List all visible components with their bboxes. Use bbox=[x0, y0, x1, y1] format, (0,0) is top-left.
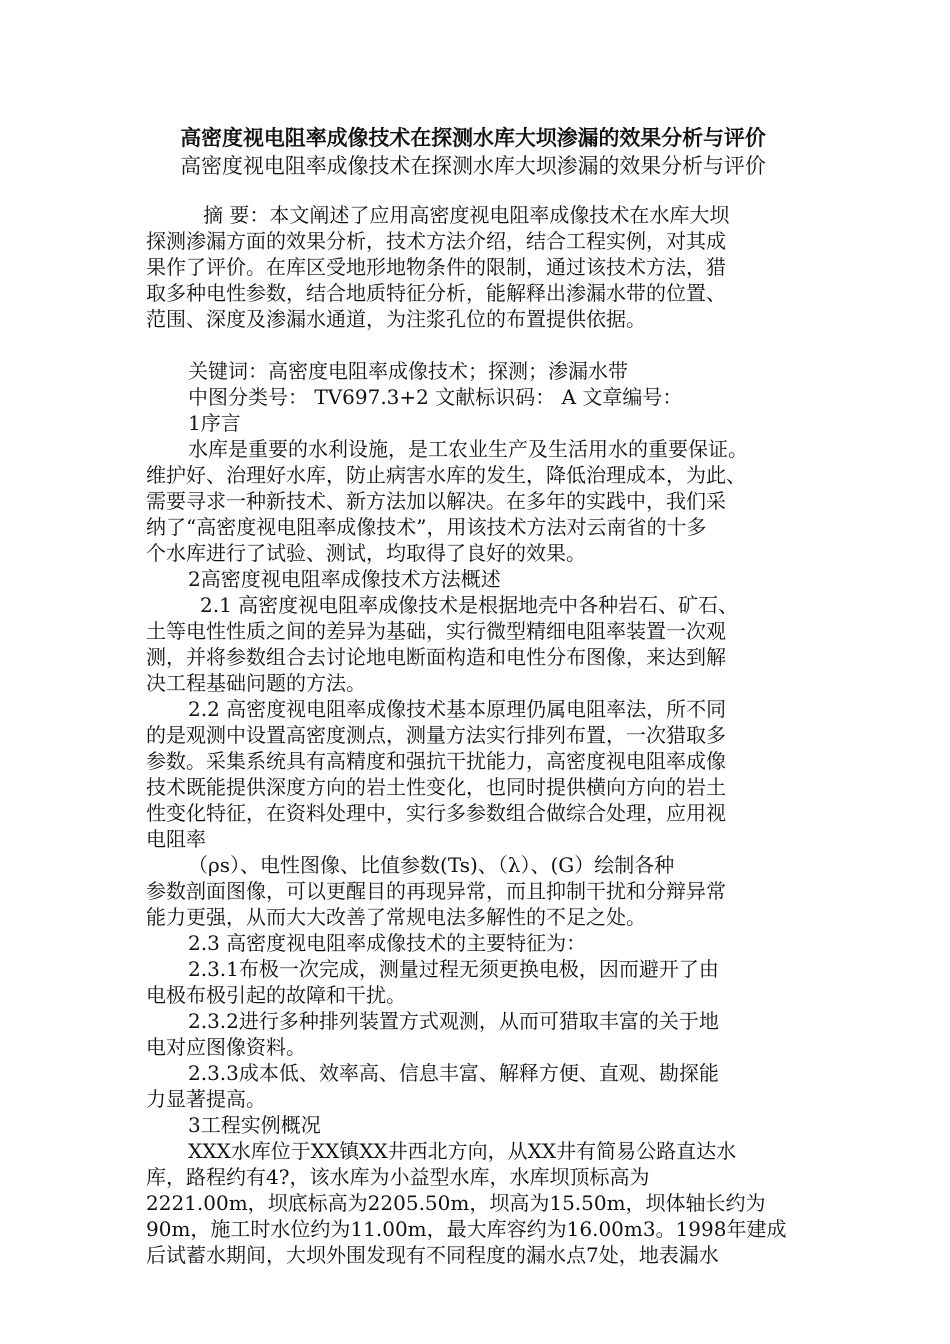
body-line: 能力更强，从而大大改善了常规电法多解性的不足之处。 bbox=[146, 905, 646, 929]
body-line: 测，并将参数组合去讨论地电断面构造和电性分布图像，来达到解 bbox=[146, 645, 726, 669]
body-line: 2.3 高密度视电阻率成像技术的主要特征为： bbox=[188, 931, 587, 955]
document-subtitle: 高密度视电阻率成像技术在探测水库大坝渗漏的效果分析与评价 bbox=[180, 154, 766, 178]
section-heading: 1序言 bbox=[188, 411, 241, 435]
body-line: 的是观测中设置高密度测点，测量方法实行排列布置，一次猎取多 bbox=[146, 723, 726, 747]
body-line: 库，路程约有4?，该水库为小益型水库，水库坝顶标高为 bbox=[146, 1165, 650, 1189]
body-line: （ρs）、电性图像、比值参数(Ts)、（λ）、(G）绘制各种 bbox=[188, 853, 675, 877]
abstract-line: 果作了评价。在库区受地形地物条件的限制，通过该技术方法，猎 bbox=[146, 255, 726, 279]
body-line: 电阻率 bbox=[146, 827, 206, 851]
body-line: 2.1 高密度视电阻率成像技术是根据地壳中各种岩石、矿石、 bbox=[200, 593, 739, 617]
body-line: 参数。采集系统具有高精度和强抗干扰能力，高密度视电阻率成像 bbox=[146, 749, 726, 773]
body-line: 2.3.3成本低、效率高、信息丰富、解释方便、直观、勘探能 bbox=[188, 1061, 719, 1085]
body-line: 决工程基础问题的方法。 bbox=[146, 671, 366, 695]
body-line: 维护好、治理好水库，防止病害水库的发生，降低治理成本，为此、 bbox=[146, 463, 746, 487]
body-line: 电极布极引起的故障和干扰。 bbox=[146, 983, 406, 1007]
body-line: 参数剖面图像，可以更醒目的再现异常，而且抑制干扰和分辩异常 bbox=[146, 879, 726, 903]
body-line: 性变化特征，在资料处理中，实行多参数组合做综合处理，应用视 bbox=[146, 801, 726, 825]
body-line: 土等电性性质之间的差异为基础，实行微型精细电阻率装置一次观 bbox=[146, 619, 726, 643]
body-line: 需要寻求一种新技术、新方法加以解决。在多年的实践中，我们采 bbox=[146, 489, 726, 513]
body-line: 2.3.1布极一次完成，测量过程无须更换电极，因而避开了由 bbox=[188, 957, 719, 981]
abstract-line: 探测渗漏方面的效果分析，技术方法介绍，结合工程实例，对其成 bbox=[146, 229, 726, 253]
document-title: 高密度视电阻率成像技术在探测水库大坝渗漏的效果分析与评价 bbox=[180, 125, 766, 150]
body-line: 2.2 高密度视电阻率成像技术基本原理仍属电阻率法，所不同 bbox=[188, 697, 727, 721]
body-line: 技术既能提供深度方向的岩土性变化，也同时提供横向方向的岩土 bbox=[146, 775, 726, 799]
body-line: 纳了“高密度视电阻率成像技术”，用该技术方法对云南省的十多 bbox=[146, 515, 707, 539]
body-line: 电对应图像资料。 bbox=[146, 1035, 306, 1059]
body-line: 后试蓄水期间，大坝外围发现有不同程度的漏水点7处，地表漏水 bbox=[146, 1243, 719, 1267]
abstract-line: 范围、深度及渗漏水通道，为注浆孔位的布置提供依据。 bbox=[146, 307, 646, 331]
body-line: 力显著提高。 bbox=[146, 1087, 266, 1111]
body-line: XXX水库位于XX镇XX井西北方向，从XX井有简易公路直达水 bbox=[188, 1139, 737, 1163]
body-line: 水库是重要的水利设施，是工农业生产及生活用水的重要保证。 bbox=[188, 437, 748, 461]
body-line: 90m，施工时水位约为11.00m，最大库容约为16.00m3。1998年建成 bbox=[146, 1217, 787, 1241]
body-line: 个水库进行了试验、测试，均取得了良好的效果。 bbox=[146, 541, 586, 565]
section-heading: 3工程实例概况 bbox=[188, 1113, 321, 1137]
section-heading: 2高密度视电阻率成像技术方法概述 bbox=[188, 567, 501, 591]
keywords-line: 关键词：高密度电阻率成像技术；探测；渗漏水带 bbox=[188, 359, 628, 383]
body-line: 2.3.2进行多种排列装置方式观测，从而可猎取丰富的关于地 bbox=[188, 1009, 719, 1033]
abstract-line: 摘 要：本文阐述了应用高密度视电阻率成像技术在水库大坝 bbox=[203, 203, 730, 227]
classification-line: 中图分类号： TV697.3+2 文献标识码： A 文章编号： bbox=[188, 385, 683, 409]
abstract-line: 取多种电性参数，结合地质特征分析，能解释出渗漏水带的位置、 bbox=[146, 281, 726, 305]
body-line: 2221.00m，坝底标高为2205.50m，坝高为15.50m，坝体轴长约为 bbox=[146, 1191, 766, 1215]
